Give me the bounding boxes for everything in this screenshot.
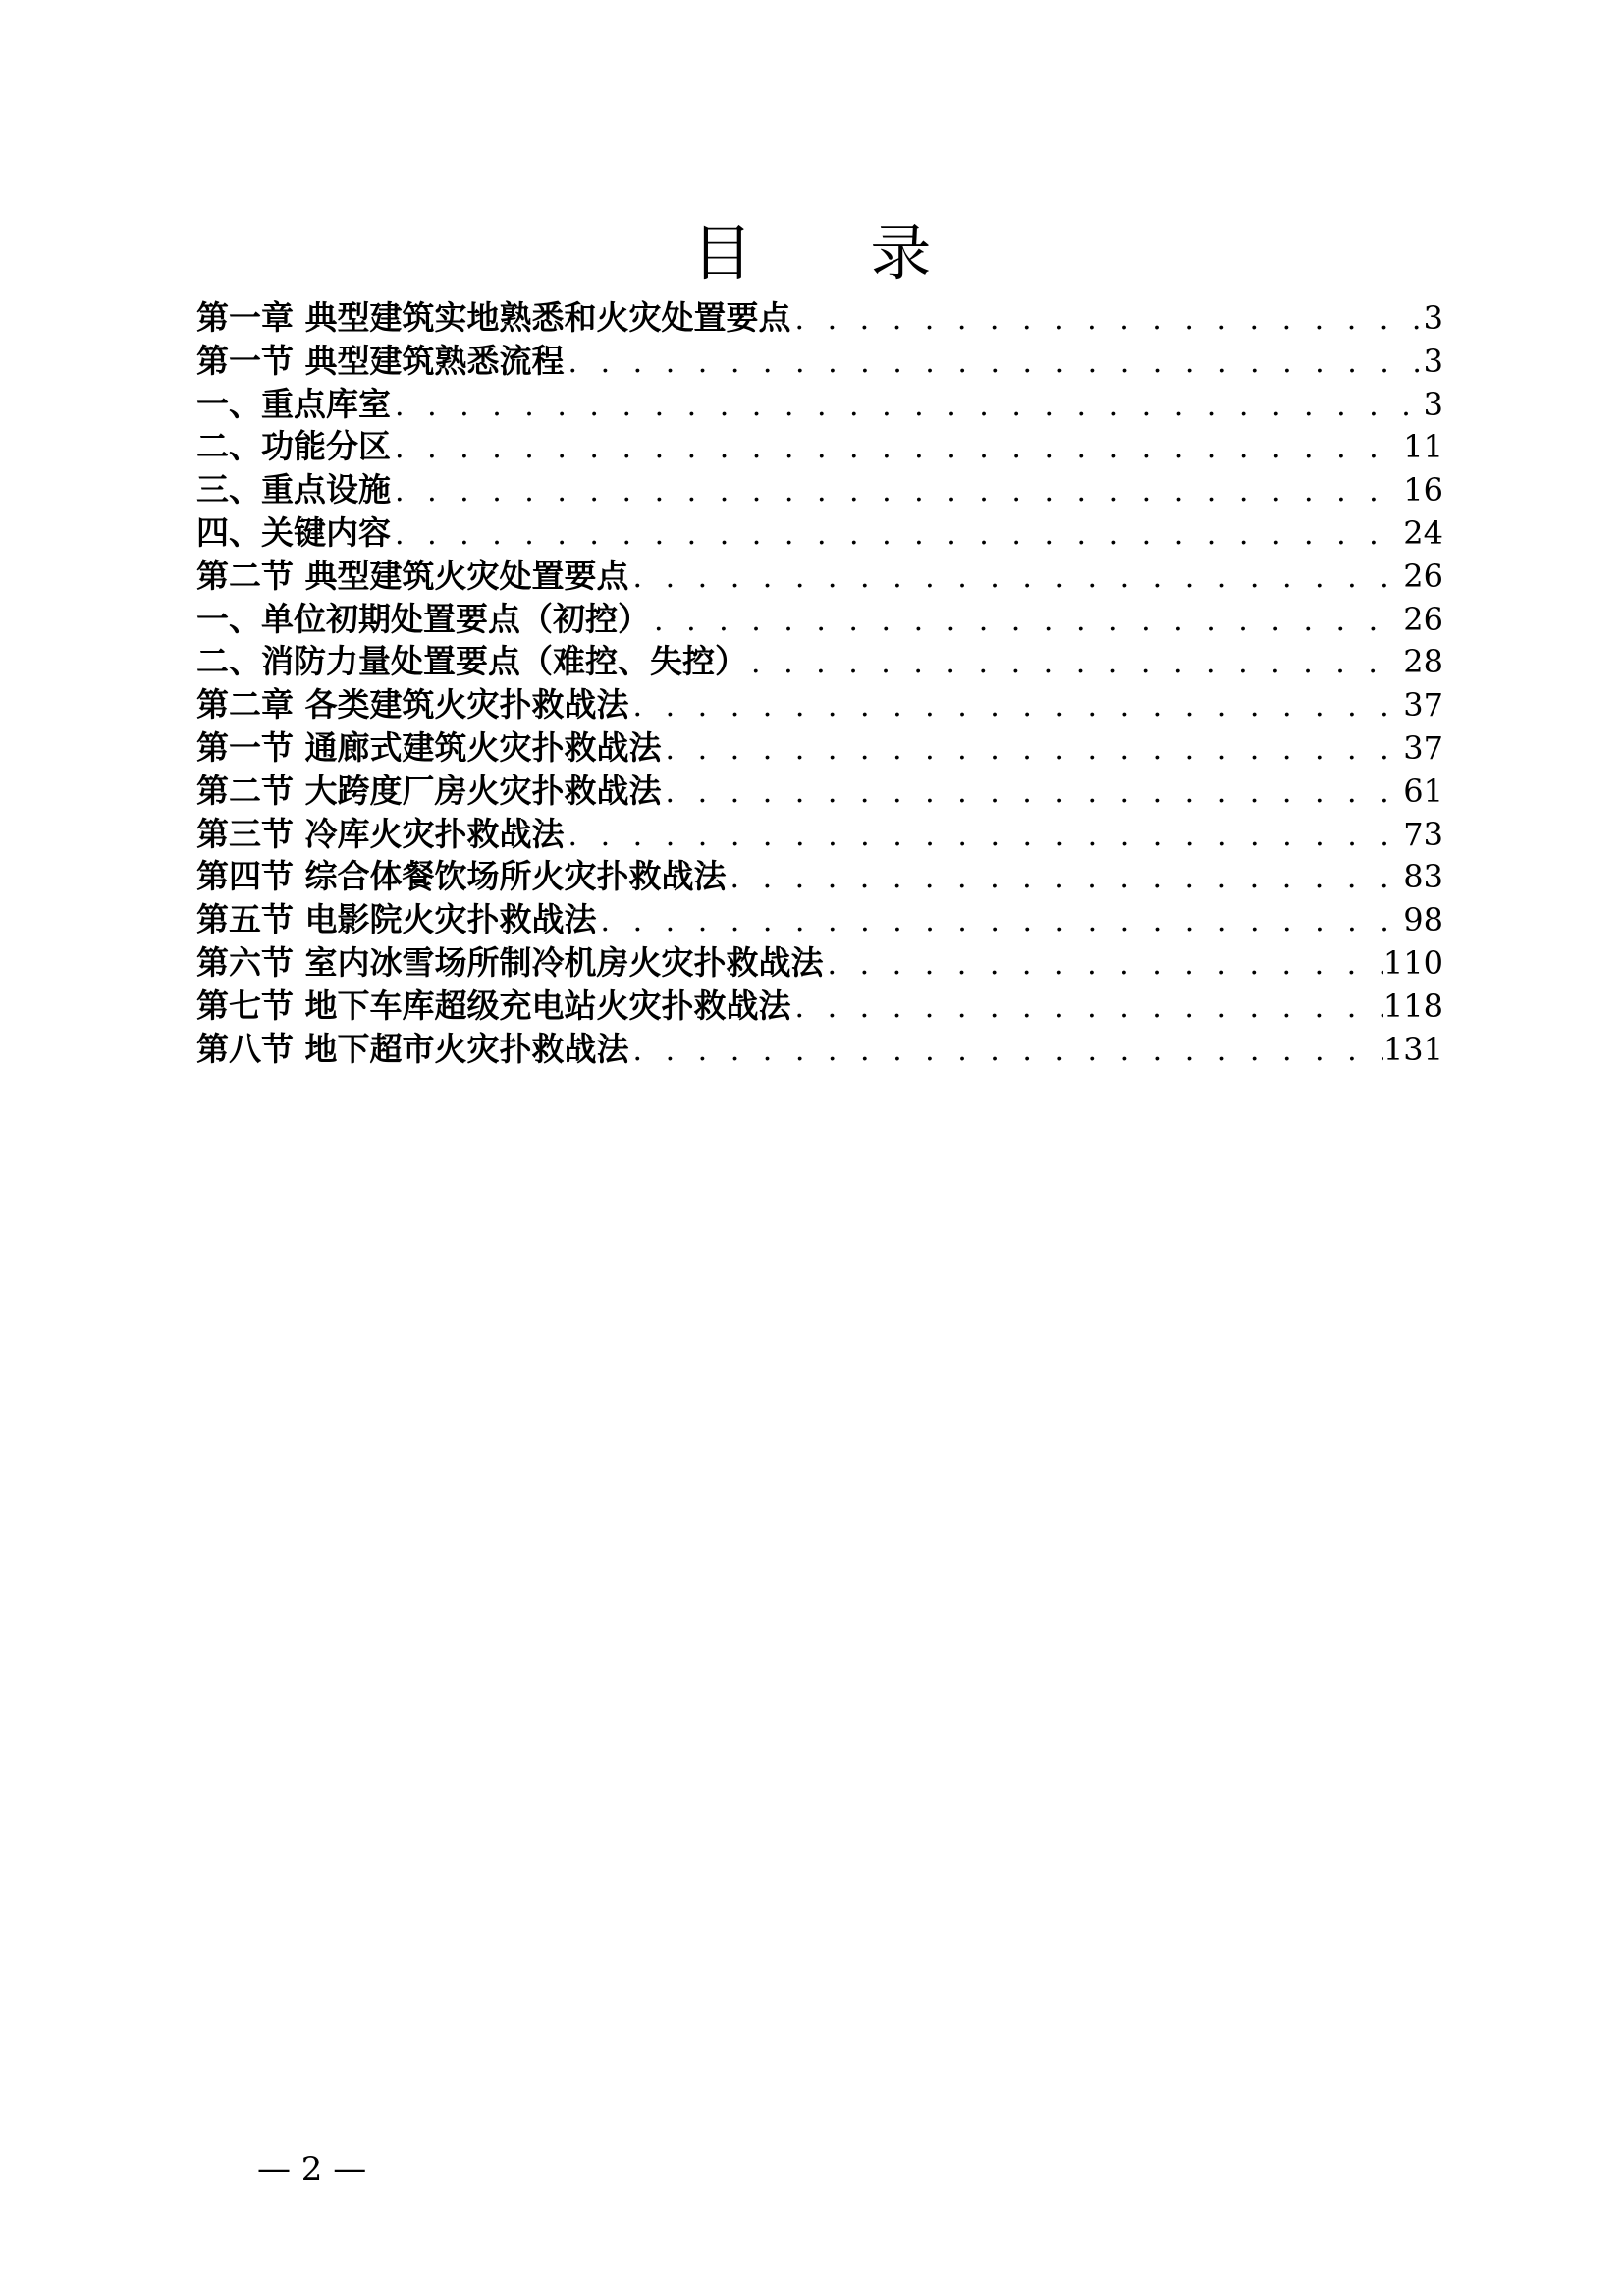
toc-entry-page: 98 bbox=[1403, 901, 1443, 939]
toc-entry-label: 第一节 典型建筑熟悉流程 bbox=[196, 341, 565, 380]
toc-entry-label: 第三节 冷库火灾扑救战法 bbox=[196, 814, 565, 853]
toc-leader-dots bbox=[391, 470, 1403, 511]
toc-leader-dots bbox=[629, 1030, 1383, 1071]
toc-entry-label: 第六节 室内冰雪场所制冷机房火灾扑救战法 bbox=[196, 942, 824, 982]
page-number: — 2 — bbox=[257, 2150, 367, 2189]
toc-entry-page: 3 bbox=[1423, 342, 1443, 380]
toc-entry-page: 110 bbox=[1382, 943, 1443, 982]
toc-entry-label: 第二节 大跨度厂房火灾扑救战法 bbox=[196, 771, 662, 810]
toc-entry[interactable] bbox=[196, 683, 1443, 726]
toc-entry-label: 二、功能分区 bbox=[196, 427, 391, 466]
toc-entry-page: 37 bbox=[1403, 728, 1443, 767]
toc-entry-label: 第五节 电影院火灾扑救战法 bbox=[196, 900, 597, 939]
toc-entry[interactable] bbox=[196, 726, 1443, 770]
toc-entry-page: 11 bbox=[1403, 428, 1443, 466]
toc-entry-label: 第一章 典型建筑实地熟悉和火灾处置要点 bbox=[196, 298, 791, 337]
toc-entry-label: 四、关键内容 bbox=[196, 512, 391, 552]
toc-entry-page: 83 bbox=[1403, 858, 1443, 896]
toc-entry-label: 第七节 地下车库超级充电站火灾扑救战法 bbox=[196, 986, 791, 1025]
toc-entry-label: 第二节 典型建筑火灾处置要点 bbox=[196, 556, 629, 595]
toc-entry-page: 26 bbox=[1403, 557, 1443, 595]
toc-leader-dots bbox=[565, 342, 1424, 383]
toc-entry[interactable] bbox=[196, 985, 1443, 1028]
toc-entry-page: 118 bbox=[1382, 987, 1443, 1025]
toc-entry-page: 24 bbox=[1403, 513, 1443, 552]
toc-leader-dots bbox=[791, 298, 1424, 340]
toc-entry-label: 第一节 通廊式建筑火灾扑救战法 bbox=[196, 727, 662, 767]
toc-entry[interactable] bbox=[196, 425, 1443, 468]
toc-entry[interactable] bbox=[196, 1028, 1443, 1071]
toc-entry[interactable] bbox=[196, 598, 1443, 641]
toc-entry[interactable] bbox=[196, 640, 1443, 683]
toc-entry-page: 37 bbox=[1403, 686, 1443, 724]
toc-entry-label: 第二章 各类建筑火灾扑救战法 bbox=[196, 685, 629, 724]
toc-entry-page: 28 bbox=[1403, 643, 1443, 681]
toc-entry-page: 61 bbox=[1403, 772, 1443, 810]
toc-entry[interactable] bbox=[196, 941, 1443, 985]
toc-entry[interactable] bbox=[196, 770, 1443, 813]
toc-leader-dots bbox=[662, 728, 1404, 770]
toc-leader-dots bbox=[824, 943, 1383, 985]
toc-entry-page: 131 bbox=[1382, 1030, 1443, 1068]
toc-entry-label: 第四节 综合体餐饮场所火灾扑救战法 bbox=[196, 857, 727, 896]
toc-leader-dots bbox=[650, 600, 1403, 641]
toc-entry-page: 3 bbox=[1423, 299, 1443, 337]
page-title: 目 录 bbox=[691, 217, 981, 289]
toc-leader-dots bbox=[391, 513, 1403, 555]
toc-entry[interactable] bbox=[196, 898, 1443, 941]
toc-leader-dots bbox=[662, 772, 1404, 813]
toc-entry[interactable] bbox=[196, 555, 1443, 598]
toc-entry[interactable] bbox=[196, 468, 1443, 511]
table-of-contents bbox=[196, 296, 1443, 1070]
toc-leader-dots bbox=[597, 900, 1404, 941]
toc-leader-dots bbox=[747, 642, 1403, 683]
toc-entry[interactable] bbox=[196, 813, 1443, 856]
toc-entry[interactable] bbox=[196, 296, 1443, 340]
toc-leader-dots bbox=[629, 685, 1404, 726]
toc-entry-label: 第八节 地下超市火灾扑救战法 bbox=[196, 1029, 629, 1068]
toc-entry-label: 二、消防力量处置要点（难控、失控） bbox=[196, 642, 747, 681]
toc-entry[interactable] bbox=[196, 855, 1443, 898]
toc-entry-page: 3 bbox=[1423, 385, 1443, 423]
toc-entry-label: 一、单位初期处置要点（初控） bbox=[196, 599, 650, 638]
toc-entry-label: 一、重点库室 bbox=[196, 384, 391, 423]
toc-entry[interactable] bbox=[196, 511, 1443, 555]
toc-leader-dots bbox=[391, 385, 1424, 426]
toc-entry-label: 三、重点设施 bbox=[196, 470, 391, 509]
toc-leader-dots bbox=[565, 815, 1404, 856]
toc-entry[interactable] bbox=[196, 340, 1443, 383]
toc-entry-page: 26 bbox=[1403, 600, 1443, 638]
toc-leader-dots bbox=[391, 427, 1403, 468]
toc-entry-page: 16 bbox=[1403, 471, 1443, 509]
toc-entry-page: 73 bbox=[1403, 815, 1443, 853]
toc-leader-dots bbox=[629, 557, 1404, 598]
toc-entry[interactable] bbox=[196, 383, 1443, 426]
toc-leader-dots bbox=[727, 857, 1404, 898]
toc-leader-dots bbox=[791, 987, 1383, 1028]
